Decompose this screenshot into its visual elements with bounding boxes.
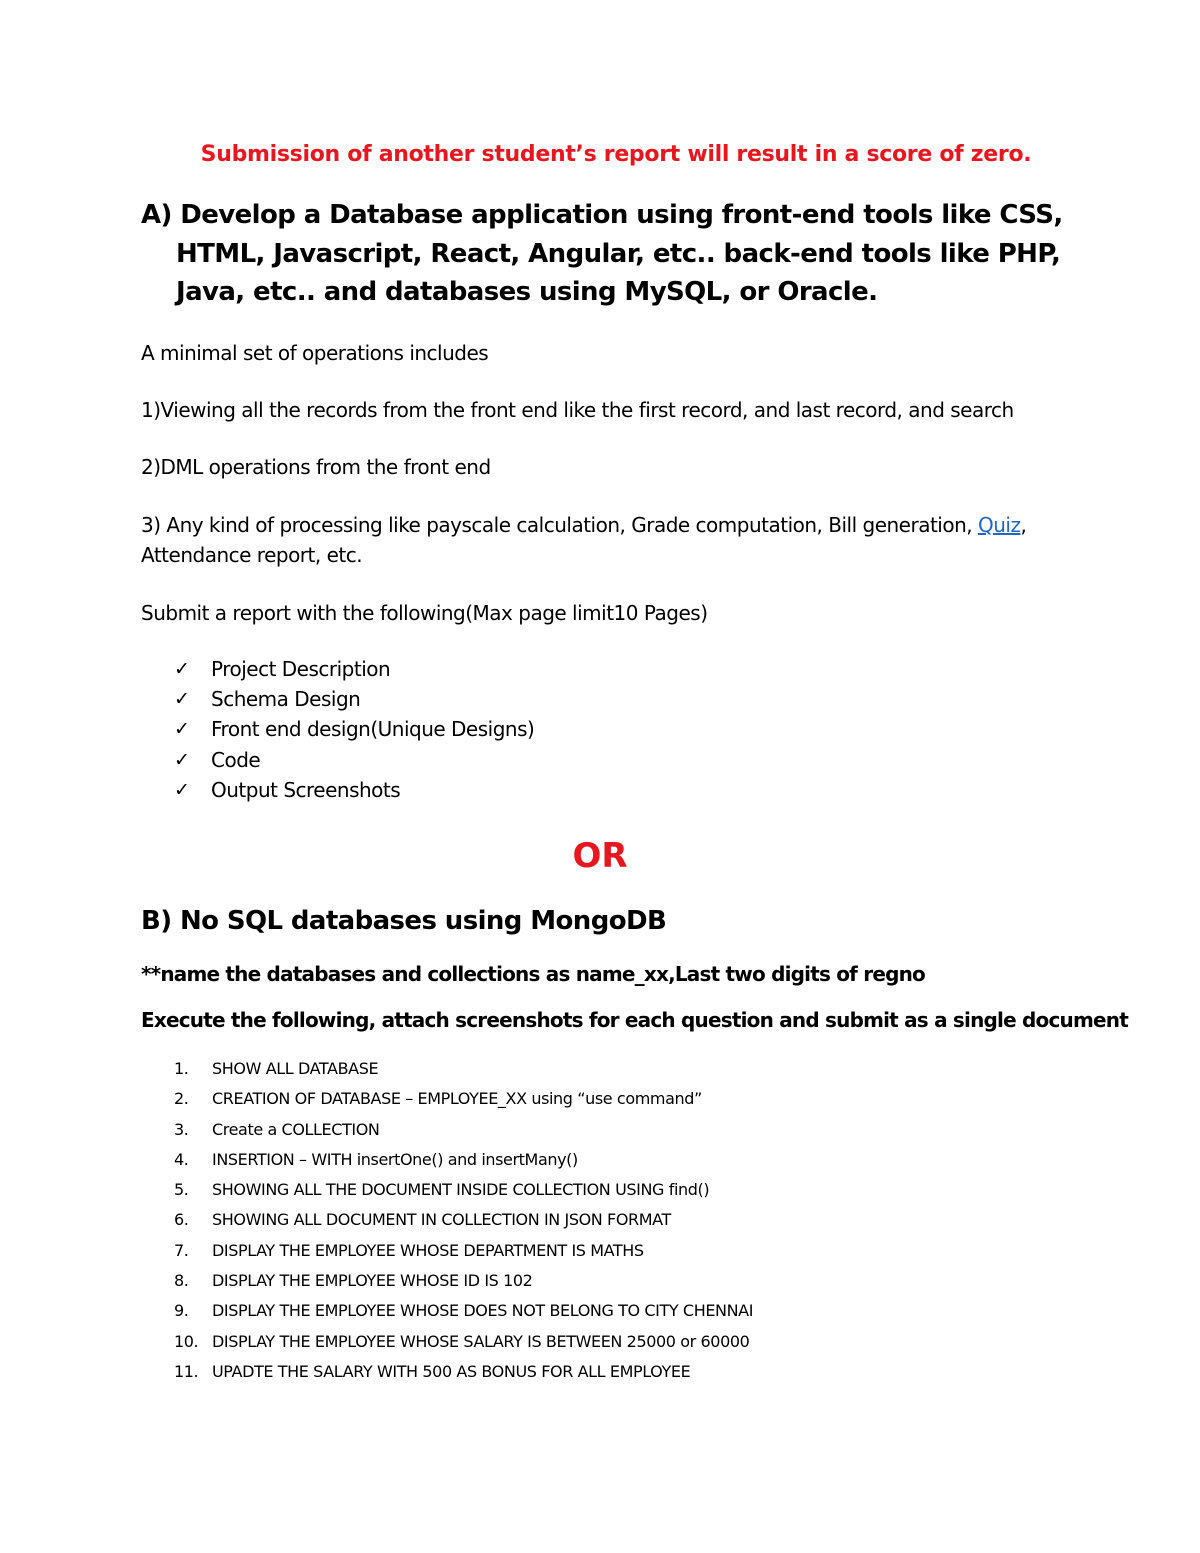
mongodb-task-list xyxy=(174,1054,753,1387)
operation-3: 3) Any kind of processing like payscale calculation, Grade computation, Bill generation, Quiz, xyxy=(141,513,1027,537)
checklist-item: ✓ Project Description xyxy=(174,654,534,684)
checklist-item: ✓ Front end design(Unique Designs) xyxy=(174,714,534,744)
operations-intro: A minimal set of operations includes xyxy=(141,341,489,365)
task-item: 7. DISPLAY THE EMPLOYEE WHOSE DEPARTMENT IS MATHS xyxy=(174,1240,644,1260)
quiz-link[interactable]: Quiz xyxy=(978,513,1021,537)
plagiarism-warning: Submission of another student’s report will result in a score of zero. xyxy=(200,142,1032,167)
checkmark-icon: ✓ xyxy=(174,658,190,680)
task-item: 6. SHOWING ALL DOCUMENT IN COLLECTION IN JSON FORMAT xyxy=(174,1210,671,1230)
checkmark-icon: ✓ xyxy=(174,718,190,741)
task-item: 5. SHOWING ALL THE DOCUMENT INSIDE COLLECTION USING find() xyxy=(174,1180,710,1200)
section-b-heading: B) No SQL databases using MongoDB xyxy=(141,906,667,936)
section-a-prefix: A) xyxy=(141,200,181,230)
task-item: 2. CREATION OF DATABASE – EMPLOYEE_XX using “use command” xyxy=(174,1089,702,1109)
checkmark-icon: ✓ xyxy=(174,778,190,801)
task-item: 4. INSERTION – WITH insertOne() and insertMany() xyxy=(174,1149,578,1169)
section-a-heading xyxy=(141,196,1063,312)
operation-1: 1)Viewing all the records from the front end like the first record, and last record, and search xyxy=(141,398,1014,422)
section-a-heading-line-3: Java, etc.. and databases using MySQL, or Oracle. xyxy=(176,277,878,307)
task-item: 8. DISPLAY THE EMPLOYEE WHOSE ID IS 102 xyxy=(174,1271,533,1291)
report-checklist xyxy=(174,654,534,805)
report-intro: Submit a report with the following(Max page limit10 Pages) xyxy=(141,601,708,625)
or-divider: OR xyxy=(572,836,628,876)
naming-note: **name the databases and collections as name_xx,Last two digits of regno xyxy=(141,962,925,986)
task-item: 1. SHOW ALL DATABASE xyxy=(174,1059,379,1078)
section-a-heading-line-2: HTML, Javascript, React, Angular, etc.. back-end tools like PHP, xyxy=(176,238,1061,269)
task-item: 3. Create a COLLECTION xyxy=(174,1119,380,1139)
checklist-item: ✓ Code xyxy=(174,745,534,775)
execution-instructions: Execute the following, attach screenshots for each question and submit as a single document xyxy=(141,1008,1128,1032)
section-a-heading-line-1: A) Develop a Database application using front-end tools like CSS, xyxy=(141,200,1063,230)
checkmark-icon: ✓ xyxy=(174,688,190,711)
checklist-item: ✓ Output Screenshots xyxy=(174,775,534,805)
task-item: 11. UPADTE THE SALARY WITH 500 AS BONUS FOR ALL EMPLOYEE xyxy=(174,1361,691,1381)
checklist-item: ✓ Schema Design xyxy=(174,684,534,714)
operation-3-continued: Attendance report, etc. xyxy=(141,543,363,567)
checkmark-icon: ✓ xyxy=(174,748,190,771)
task-item: 10. DISPLAY THE EMPLOYEE WHOSE SALARY IS BETWEEN 25000 or 60000 xyxy=(174,1331,750,1351)
operation-2: 2)DML operations from the front end xyxy=(141,455,491,479)
task-item: 9. DISPLAY THE EMPLOYEE WHOSE DOES NOT BELONG TO CITY CHENNAI xyxy=(174,1301,754,1321)
